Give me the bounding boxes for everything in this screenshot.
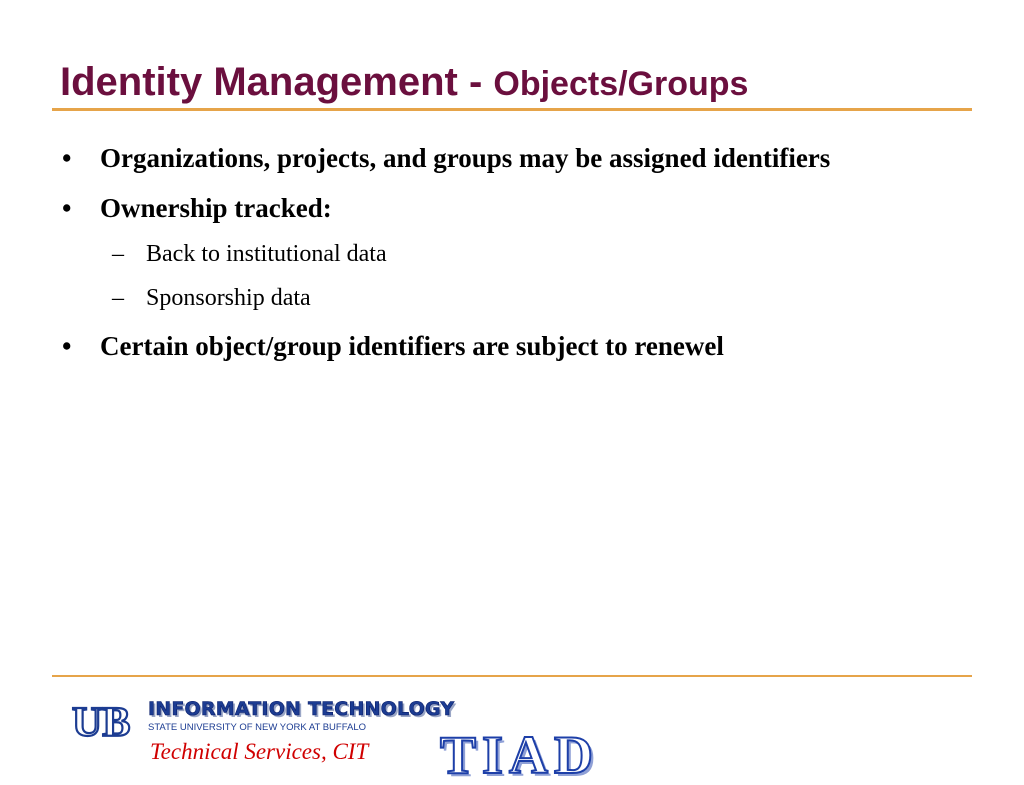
bullet-marker: •: [62, 193, 72, 223]
footer-divider: [52, 675, 972, 677]
sub-bullet-item: [60, 282, 960, 315]
slide-title: [60, 62, 748, 102]
bullet-item: [60, 326, 960, 366]
it-department-title: INFORMATION TECHNOLOGY: [148, 698, 455, 720]
sub-bullet-text: Sponsorship data: [146, 285, 311, 311]
slide-body: [60, 138, 960, 376]
bullet-text: Organizations, projects, and groups may be assigned identifiers: [100, 143, 831, 173]
sub-bullet-item: [60, 238, 960, 271]
bullet-text: Ownership tracked:: [100, 193, 332, 223]
dash-marker: –: [112, 241, 124, 267]
bullet-marker: •: [62, 331, 72, 361]
slide-title-main: Identity Management -: [60, 60, 494, 104]
technical-services-label: Technical Services, CIT: [150, 739, 369, 764]
sub-bullet-text: Back to institutional data: [146, 241, 387, 267]
dash-marker: –: [112, 285, 124, 311]
bullet-text: Certain object/group identifiers are subject to renewel: [100, 331, 724, 361]
title-divider: [52, 108, 972, 111]
slide-title-sub: Objects/Groups: [493, 65, 749, 103]
ub-logo-icon: [66, 696, 146, 749]
bullet-item: [60, 188, 960, 228]
tiad-logo: TIAD: [440, 725, 600, 785]
bullet-item: [60, 138, 960, 178]
ub-logo-text: UB: [72, 700, 131, 744]
university-name: STATE UNIVERSITY OF NEW YORK AT BUFFALO: [148, 722, 367, 733]
bullet-marker: •: [62, 143, 72, 173]
